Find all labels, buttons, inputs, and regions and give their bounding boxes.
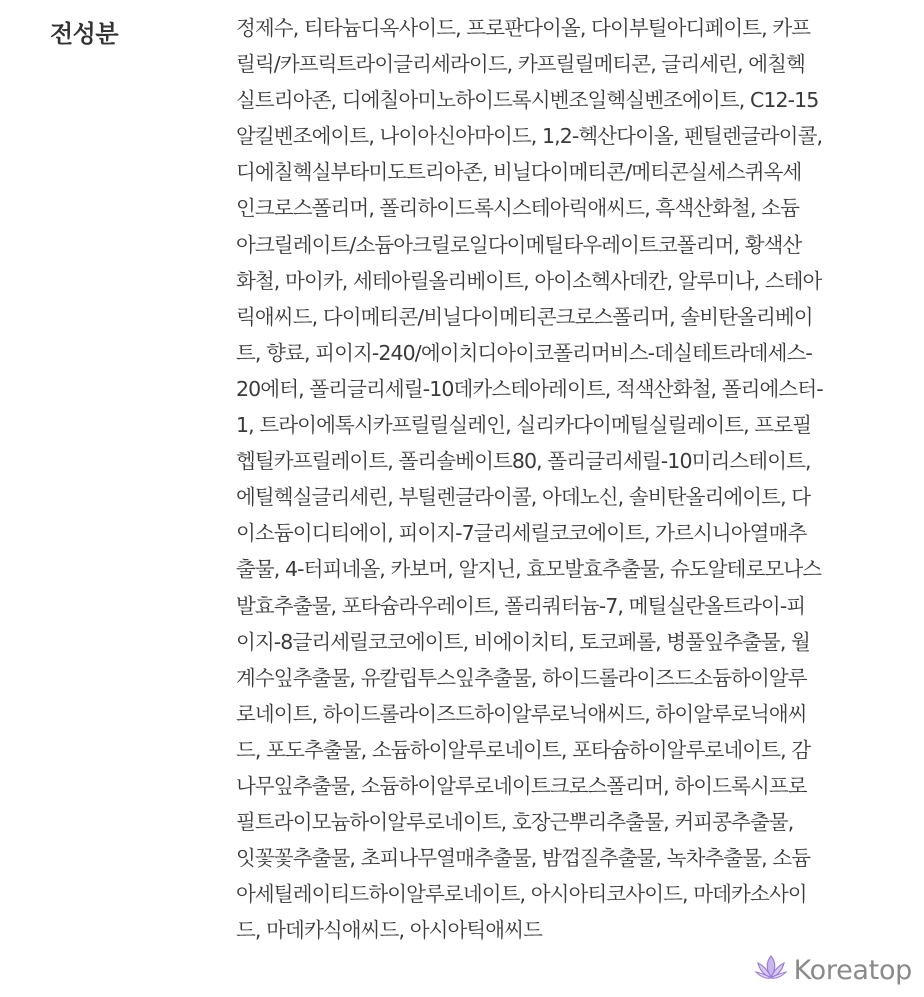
ingredient-line: 트, 향료, 피이지-240/에이치디아이코폴리머비스-데실테트라데세스- [236,340,812,365]
ingredient-line: 발효추출물, 포타슘라우레이트, 폴리쿼터늄-7, 메틸실란올트라이-피 [236,593,806,618]
section-label: 전성분 [50,20,119,48]
ingredient-line: 인크로스폴리머, 폴리하이드록시스테아릭애씨드, 흑색산화철, 소듐 [236,196,799,221]
ingredient-line: 필트라이모늄하이알루로네이트, 호장근뿌리추출물, 커피콩추출물, [236,810,794,835]
ingredient-line: 이지-8글리세릴코코에이트, 비에이치티, 토코페롤, 병풀잎추출물, 월 [236,629,810,654]
ingredient-line: 1, 트라이에톡시카프릴릴실레인, 실리카다이메틸실릴레이트, 프로필 [236,413,812,438]
ingredient-line: 20에터, 폴리글리세릴-10데카스테아레이트, 적색산화철, 폴리에스터- [236,376,823,401]
ingredient-line: 정제수, 티타늄디옥사이드, 프로판다이올, 다이부틸아디페이트, 카프 [236,16,811,40]
watermark-text: Koreatop [793,954,912,986]
ingredient-line: 헵틸카프릴레이트, 폴리솔베이트80, 폴리글리세릴-10미리스테이트, [236,449,811,474]
ingredient-line: 에틸헥실글리세린, 부틸렌글라이콜, 아데노신, 솔비탄올리에이트, 다 [236,485,811,510]
ingredient-line: 아크릴레이트/소듐아크릴로일다이메틸타우레이트코폴리머, 황색산 [236,232,802,257]
ingredient-line: 릴릭/카프릭트라이글리세라이드, 카프릴릴메티콘, 글리세린, 에칠헥 [236,52,805,77]
ingredient-line: 이소듐이디티에이, 피이지-7글리세릴코코에이트, 가르시니아열매추 [236,521,807,546]
ingredient-line: 계수잎추출물, 유칼립투스잎추출물, 하이드롤라이즈드소듐하이알루 [236,665,807,690]
lotus-icon [754,953,788,987]
ingredient-line: 실트리아존, 디에칠아미노하이드록시벤조일헥실벤조에이트, C12-15 [236,88,819,113]
ingredient-line: 아세틸레이티드하이알루로네이트, 아시아티코사이드, 마데카소사이 [236,882,807,907]
ingredient-line: 로네이트, 하이드롤라이즈드하이알루로닉애씨드, 하이알루로닉애씨 [236,701,807,726]
ingredient-list [236,10,876,948]
ingredient-line: 화철, 마이카, 세테아릴올리베이트, 아이소헥사데칸, 알루미나, 스테아 [236,268,822,293]
ingredient-line: 디에칠헥실부타미도트리아존, 비닐다이메티콘/메티콘실세스퀴옥세 [236,160,802,185]
ingredient-line: 알킬벤조에이트, 나이아신아마이드, 1,2-헥산다이올, 펜틸렌글라이콜, [236,124,823,149]
ingredient-line: 드, 포도추출물, 소듐하이알루로네이트, 포타슘하이알루로네이트, 감 [236,737,811,762]
ingredient-line: 출물, 4-터피네올, 카보머, 알지닌, 효모발효추출물, 슈도알테로모나스 [236,557,822,582]
ingredient-line: 잇꽃꽃추출물, 초피나무열매추출물, 밤껍질추출물, 녹차추출물, 소듐 [236,846,811,871]
ingredient-line: 드, 마데카식애씨드, 아시아틱애씨드 [236,918,543,943]
ingredient-line: 나무잎추출물, 소듐하이알루로네이트크로스폴리머, 하이드록시프로 [236,773,807,798]
ingredient-line: 릭애씨드, 다이메티콘/비닐다이메티콘크로스폴리머, 솔비탄올리베이 [236,304,813,329]
watermark [754,953,912,987]
